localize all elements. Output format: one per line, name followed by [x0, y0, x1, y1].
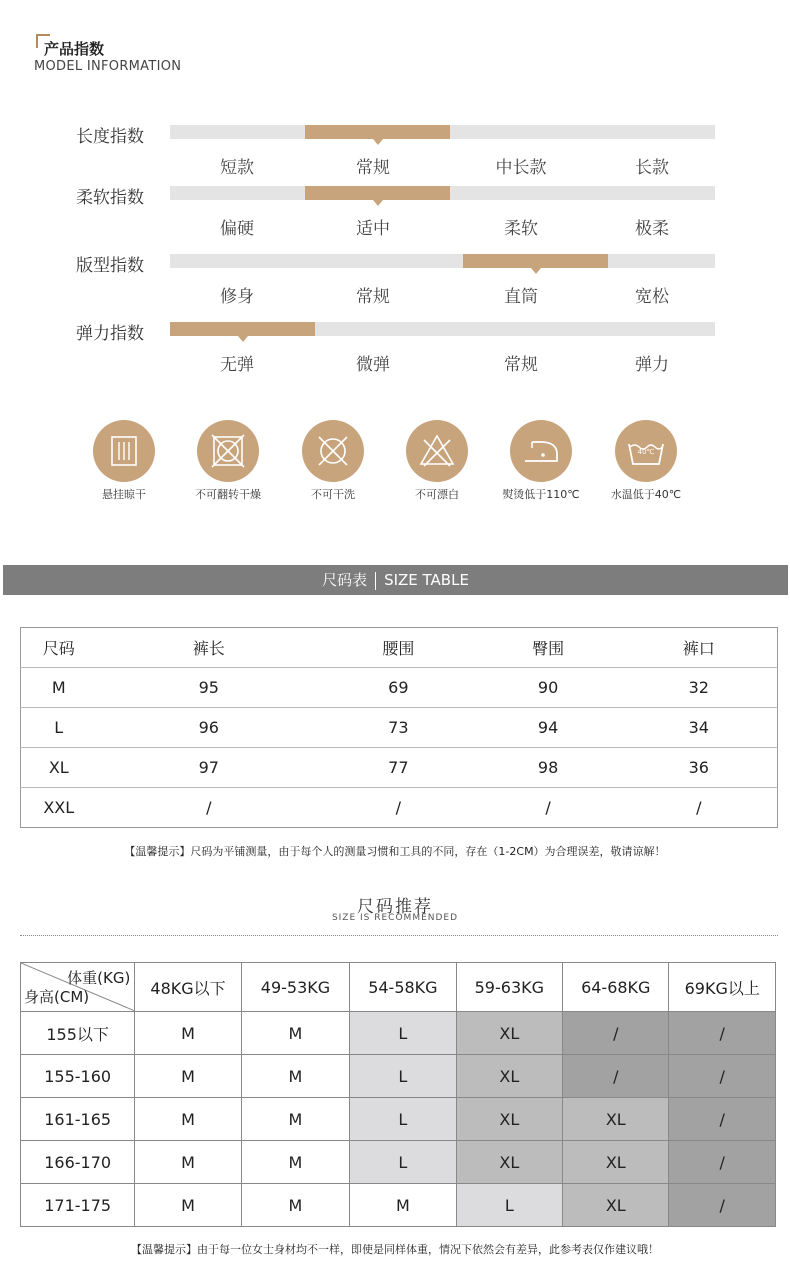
- recommend-size-cell: XL: [456, 1141, 562, 1184]
- weight-header-cell: 69KG以上: [669, 963, 776, 1012]
- index-option: 修身: [220, 287, 254, 307]
- care-label: 熨烫低于110℃: [502, 488, 580, 501]
- recommend-size-cell: /: [563, 1055, 669, 1098]
- size-table-cell: 96: [97, 708, 322, 748]
- size-table-header-cell: 腰围: [382, 639, 415, 658]
- height-cell: 166-170: [21, 1141, 135, 1184]
- no-tumble-dry-icon: [197, 420, 259, 482]
- weight-header-cell: 49-53KG: [241, 963, 349, 1012]
- index-option: 弹力: [635, 355, 669, 375]
- index-bar-fill: [305, 125, 450, 139]
- index-option: 微弹: [356, 355, 390, 375]
- index-label: 弹力指数: [76, 324, 144, 344]
- recommend-size-cell: M: [135, 1184, 241, 1227]
- table-row: [21, 788, 778, 828]
- size-table-header-cell: 裤长: [192, 639, 225, 658]
- no-bleach-icon: [406, 420, 468, 482]
- weight-header-cell: 48KG以下: [135, 963, 241, 1012]
- size-table-cell: 34: [621, 708, 778, 748]
- recommend-size-cell: L: [456, 1184, 562, 1227]
- recommend-size-cell: XL: [563, 1098, 669, 1141]
- size-table-header: [21, 628, 778, 668]
- size-table: [20, 627, 778, 828]
- size-table-cell: 95: [97, 668, 322, 708]
- index-label: 长度指数: [76, 127, 144, 147]
- size-table-note: 【温馨提示】尺码为平铺测量，由于每个人的测量习惯和工具的不同，存在（1-2CM）为合理误差，敬请谅解！: [124, 845, 666, 858]
- size-table-cell: /: [321, 788, 475, 828]
- care-label: 不可翻转干燥: [195, 488, 261, 501]
- size-table-header-cell: 裤口: [682, 639, 715, 658]
- size-table-cell: /: [476, 788, 621, 828]
- wash-40-icon: [615, 420, 677, 482]
- table-row: [21, 1141, 776, 1184]
- index-option: 长款: [635, 158, 669, 178]
- recommend-size-cell: /: [669, 1184, 776, 1227]
- index-option: 直筒: [504, 287, 538, 307]
- index-bar-track: [170, 186, 715, 200]
- recommend-size-cell: M: [241, 1184, 349, 1227]
- index-bar-fill: [305, 186, 450, 200]
- index-bar-track: [170, 322, 715, 336]
- height-cell: 155以下: [21, 1012, 135, 1055]
- size-table-cell: 36: [621, 748, 778, 788]
- table-row: [21, 668, 778, 708]
- recommend-size-cell: /: [669, 1098, 776, 1141]
- index-option: 短款: [220, 158, 254, 178]
- size-table-cell: XXL: [21, 788, 97, 828]
- table-row: [21, 748, 778, 788]
- index-option: 无弹: [220, 355, 254, 375]
- banner-divider: [375, 572, 376, 590]
- size-table-cell: 90: [476, 668, 621, 708]
- care-label: 不可干洗: [311, 488, 355, 501]
- index-pointer-icon: [373, 139, 383, 145]
- recommend-size-cell: XL: [563, 1141, 669, 1184]
- no-dry-clean-icon: [302, 420, 364, 482]
- size-table-cell: 98: [476, 748, 621, 788]
- recommend-size-cell: M: [241, 1055, 349, 1098]
- care-label: 悬挂晾干: [102, 488, 146, 501]
- size-table-cell: 73: [321, 708, 475, 748]
- size-table-cell: L: [21, 708, 97, 748]
- size-table-header-cell: 臀围: [532, 639, 565, 658]
- size-table-header-cell: 尺码: [42, 639, 75, 658]
- table-row: [21, 1055, 776, 1098]
- index-option: 常规: [356, 287, 390, 307]
- recommend-size-cell: M: [350, 1184, 456, 1227]
- recommend-corner-cell: [21, 963, 135, 1012]
- recommend-size-cell: XL: [456, 1055, 562, 1098]
- recommend-size-cell: L: [350, 1055, 456, 1098]
- table-row: [21, 1098, 776, 1141]
- size-table-banner: [3, 565, 788, 595]
- size-table-cell: 32: [621, 668, 778, 708]
- recommend-size-cell: M: [241, 1012, 349, 1055]
- table-row: [21, 708, 778, 748]
- height-cell: 171-175: [21, 1184, 135, 1227]
- index-label: 版型指数: [76, 256, 144, 276]
- index-option: 中长款: [495, 158, 547, 178]
- height-cell: 155-160: [21, 1055, 135, 1098]
- recommend-size-cell: M: [135, 1098, 241, 1141]
- index-bar-fill: [463, 254, 608, 268]
- size-table-title: 尺码表: [322, 571, 368, 589]
- section-title: 产品指数: [44, 40, 105, 58]
- size-table-cell: 69: [321, 668, 475, 708]
- weight-axis-label: 体重(KG): [67, 969, 131, 987]
- hang-dry-icon: [93, 420, 155, 482]
- index-pointer-icon: [238, 336, 248, 342]
- height-axis-label: 身高(CM): [24, 988, 90, 1006]
- index-bar-fill: [170, 322, 315, 336]
- recommend-header: [21, 963, 776, 1012]
- weight-header-cell: 64-68KG: [563, 963, 669, 1012]
- recommend-subtitle: SIZE IS RECOMMENDED: [331, 913, 459, 923]
- size-recommend-table: [20, 962, 776, 1227]
- index-option: 适中: [356, 219, 390, 239]
- size-table-title-en: SIZE TABLE: [384, 571, 469, 589]
- size-table-cell: M: [21, 668, 97, 708]
- weight-header-cell: 54-58KG: [350, 963, 456, 1012]
- recommend-title: 尺码推荐: [357, 897, 433, 917]
- recommend-size-cell: /: [669, 1012, 776, 1055]
- size-table-cell: /: [97, 788, 322, 828]
- index-option: 常规: [356, 158, 390, 178]
- recommend-size-cell: XL: [456, 1012, 562, 1055]
- dotted-divider: [20, 935, 778, 936]
- recommend-size-cell: L: [350, 1141, 456, 1184]
- table-row: [21, 1012, 776, 1055]
- index-option: 常规: [504, 355, 538, 375]
- recommend-size-cell: M: [241, 1141, 349, 1184]
- wash-temperature-badge: 40℃: [637, 448, 655, 456]
- recommend-size-cell: M: [135, 1012, 241, 1055]
- height-cell: 161-165: [21, 1098, 135, 1141]
- index-bar-track: [170, 254, 715, 268]
- table-row: [21, 1184, 776, 1227]
- weight-header-cell: 59-63KG: [456, 963, 562, 1012]
- size-table-cell: /: [621, 788, 778, 828]
- recommend-note: 【温馨提示】由于每一位女士身材均不一样，即使是同样体重，情况下依然会有差异，此参考表仅作建议哦！: [131, 1243, 659, 1256]
- iron-low-icon: [510, 420, 572, 482]
- recommend-size-cell: M: [241, 1098, 349, 1141]
- care-label: 水温低于40℃: [610, 488, 682, 501]
- recommend-size-cell: /: [669, 1055, 776, 1098]
- index-option: 柔软: [504, 219, 538, 239]
- index-option: 宽松: [635, 287, 669, 307]
- recommend-size-cell: /: [563, 1012, 669, 1055]
- section-subtitle: MODEL INFORMATION: [34, 59, 182, 74]
- recommend-size-cell: M: [135, 1141, 241, 1184]
- recommend-size-cell: XL: [456, 1098, 562, 1141]
- recommend-size-cell: M: [135, 1055, 241, 1098]
- index-option: 极柔: [635, 219, 669, 239]
- size-table-cell: 97: [97, 748, 322, 788]
- size-table-cell: 94: [476, 708, 621, 748]
- size-table-cell: 77: [321, 748, 475, 788]
- index-pointer-icon: [373, 200, 383, 206]
- index-option: 偏硬: [220, 219, 254, 239]
- index-pointer-icon: [531, 268, 541, 274]
- size-table-cell: XL: [21, 748, 97, 788]
- recommend-size-cell: /: [669, 1141, 776, 1184]
- index-bar-track: [170, 125, 715, 139]
- recommend-size-cell: L: [350, 1098, 456, 1141]
- recommend-size-cell: L: [350, 1012, 456, 1055]
- index-label: 柔软指数: [76, 188, 144, 208]
- recommend-size-cell: XL: [563, 1184, 669, 1227]
- care-label: 不可漂白: [415, 488, 459, 501]
